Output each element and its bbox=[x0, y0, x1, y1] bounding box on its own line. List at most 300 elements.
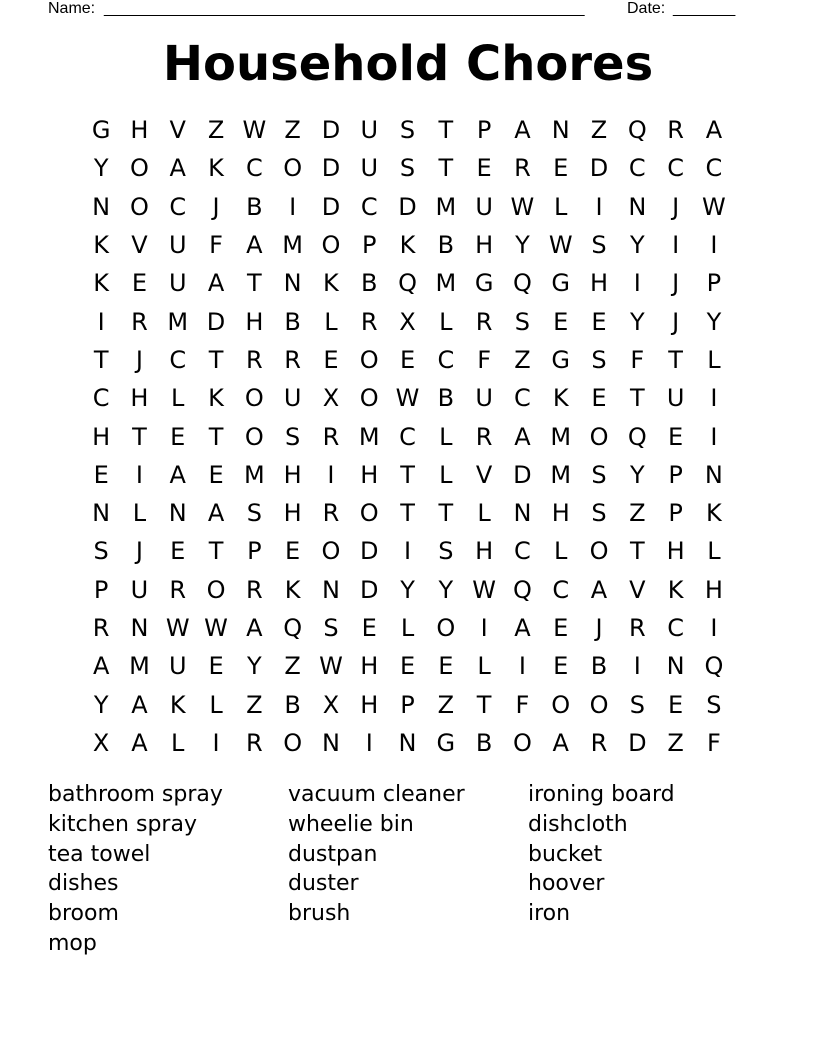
grid-cell: B bbox=[360, 269, 378, 298]
grid-cell: L bbox=[171, 384, 185, 413]
grid-cell: D bbox=[628, 728, 647, 757]
grid-cell: H bbox=[283, 499, 302, 528]
grid-cell: K bbox=[169, 690, 186, 719]
grid-cell: O bbox=[283, 728, 303, 757]
grid-cell: O bbox=[244, 384, 264, 413]
grid-cell: T bbox=[629, 384, 645, 413]
grid-cell: T bbox=[438, 499, 454, 528]
grid-cell: V bbox=[475, 460, 493, 489]
grid-cell: L bbox=[324, 307, 338, 336]
grid-cell: N bbox=[168, 499, 187, 528]
grid-cell: I bbox=[403, 537, 412, 566]
grid-cell: J bbox=[595, 614, 603, 642]
grid-cell: S bbox=[438, 537, 454, 566]
grid-cell: P bbox=[476, 116, 492, 145]
grid-cell: M bbox=[243, 460, 265, 489]
grid-cell: M bbox=[167, 307, 189, 336]
grid-cell: P bbox=[668, 460, 683, 489]
grid-cell: O bbox=[589, 537, 609, 566]
grid-cell: I bbox=[135, 460, 143, 489]
grid-cell: K bbox=[552, 384, 569, 413]
grid-cell: D bbox=[513, 460, 532, 489]
grid-cell: B bbox=[284, 307, 301, 336]
grid-cell: U bbox=[283, 384, 302, 413]
grid-cell: J bbox=[135, 537, 143, 566]
grid-cell: L bbox=[132, 499, 147, 528]
grid-cell: U bbox=[360, 154, 379, 183]
grid-cell: A bbox=[207, 269, 225, 298]
grid-cell: R bbox=[322, 499, 340, 528]
grid-cell: E bbox=[170, 537, 186, 566]
grid-cell: B bbox=[437, 231, 455, 260]
grid-cell: Y bbox=[438, 575, 454, 604]
grid-row bbox=[82, 188, 733, 226]
grid-cell: Z bbox=[629, 499, 646, 528]
word-item: bathroom spray bbox=[48, 782, 223, 807]
grid-cell: J bbox=[135, 345, 143, 374]
word-item: bucket bbox=[528, 841, 603, 867]
grid-cell: N bbox=[666, 652, 685, 681]
grid-cell: S bbox=[514, 307, 531, 336]
grid-cell: M bbox=[358, 422, 380, 451]
grid-cell: N bbox=[283, 269, 302, 298]
grid-cell: N bbox=[321, 728, 340, 757]
grid-cell: S bbox=[323, 614, 339, 642]
grid-cell: O bbox=[359, 384, 379, 413]
grid-cell: E bbox=[399, 652, 416, 681]
grid-cell: N bbox=[628, 192, 647, 221]
grid-cell: F bbox=[706, 728, 721, 757]
grid-cell: A bbox=[92, 652, 110, 681]
grid-row bbox=[82, 494, 733, 532]
grid-cell: L bbox=[707, 345, 721, 374]
grid-cell: E bbox=[553, 154, 569, 183]
grid-cell: N bbox=[130, 614, 149, 642]
grid-cell: L bbox=[554, 192, 568, 221]
grid-cell: A bbox=[131, 728, 148, 757]
grid-cell: I bbox=[710, 384, 718, 413]
grid-cell: U bbox=[666, 384, 685, 413]
grid-cell: E bbox=[399, 345, 416, 374]
grid-cell: K bbox=[323, 269, 339, 298]
grid-cell: S bbox=[629, 690, 645, 719]
grid-cell: T bbox=[438, 154, 454, 183]
grid-cell: B bbox=[246, 192, 263, 221]
grid-row bbox=[82, 724, 733, 762]
grid-cell: N bbox=[321, 575, 340, 604]
grid-cell: A bbox=[590, 575, 608, 604]
grid-cell: G bbox=[551, 345, 571, 374]
grid-cell: N bbox=[704, 460, 723, 489]
grid-cell: U bbox=[130, 575, 149, 604]
grid-cell: E bbox=[591, 384, 607, 413]
grid-cell: I bbox=[672, 231, 680, 260]
grid-cell: G bbox=[436, 728, 456, 757]
grid-cell: L bbox=[554, 537, 568, 566]
grid-cell: T bbox=[400, 499, 415, 528]
grid-cell: R bbox=[322, 422, 340, 451]
grid-cell: B bbox=[590, 652, 608, 681]
grid-cell: Z bbox=[207, 116, 225, 145]
grid-cell: E bbox=[553, 614, 569, 642]
grid-cell: V bbox=[169, 116, 186, 145]
grid-cell: R bbox=[590, 728, 608, 757]
grid-cell: S bbox=[93, 537, 109, 566]
grid-cell: O bbox=[321, 537, 341, 566]
grid-cell: G bbox=[91, 116, 111, 145]
grid-cell: E bbox=[323, 345, 339, 374]
grid-cell: H bbox=[360, 460, 379, 489]
grid-cell: G bbox=[551, 269, 571, 298]
grid-cell: J bbox=[212, 192, 220, 221]
grid-cell: H bbox=[130, 116, 149, 145]
word-item: hoover bbox=[528, 871, 605, 897]
word-item: duster bbox=[288, 871, 359, 897]
grid-cell: E bbox=[668, 422, 684, 451]
word-item: kitchen spray bbox=[48, 811, 197, 837]
grid-cell: O bbox=[359, 499, 379, 528]
grid-cell: R bbox=[131, 307, 148, 336]
grid-cell: W bbox=[319, 652, 343, 681]
grid-cell: C bbox=[552, 575, 570, 604]
grid-cell: A bbox=[131, 690, 148, 719]
word-item: iron bbox=[528, 901, 571, 927]
grid-cell: O bbox=[359, 345, 379, 374]
grid-cell: L bbox=[400, 614, 415, 642]
grid-cell: M bbox=[435, 269, 457, 298]
grid-cell: I bbox=[595, 192, 603, 221]
grid-cell: A bbox=[246, 231, 263, 260]
grid-cell: E bbox=[361, 614, 377, 642]
grid-cell: F bbox=[515, 690, 530, 719]
grid-cell: C bbox=[399, 422, 416, 451]
grid-row bbox=[82, 149, 733, 187]
grid-cell: R bbox=[92, 614, 110, 642]
grid-cell: R bbox=[628, 614, 646, 642]
grid-cell: C bbox=[705, 154, 723, 183]
grid-cell: E bbox=[170, 422, 186, 451]
grid-cell: D bbox=[359, 537, 379, 566]
grid-cell: H bbox=[589, 269, 609, 298]
grid-cell: H bbox=[92, 422, 111, 451]
grid-cell: E bbox=[208, 652, 224, 681]
grid-cell: O bbox=[130, 192, 149, 221]
grid-cell: E bbox=[553, 652, 569, 681]
grid-cell: B bbox=[284, 690, 301, 719]
name-field: ______________________________________________________ bbox=[104, 0, 585, 17]
grid-cell: A bbox=[514, 614, 531, 642]
grid-cell: Z bbox=[667, 728, 684, 757]
grid-cell: O bbox=[436, 614, 456, 642]
grid-cell: O bbox=[130, 154, 149, 183]
grid-cell: E bbox=[285, 537, 301, 566]
grid-cell: O bbox=[206, 575, 226, 604]
grid-cell: D bbox=[321, 154, 341, 183]
grid-cell: L bbox=[171, 728, 185, 757]
grid-cell: I bbox=[289, 192, 297, 221]
grid-cell: D bbox=[589, 154, 609, 183]
grid-cell: V bbox=[131, 231, 148, 260]
grid-cell: K bbox=[399, 231, 416, 260]
grid-cell: Q bbox=[627, 116, 647, 145]
grid-cell: A bbox=[514, 116, 531, 145]
grid-cell: W bbox=[548, 231, 573, 260]
grid-cell: R bbox=[514, 154, 531, 183]
grid-cell: S bbox=[399, 154, 416, 183]
grid-cell: Z bbox=[284, 116, 301, 145]
grid-cell: I bbox=[633, 269, 641, 298]
grid-cell: H bbox=[475, 231, 494, 260]
grid-row bbox=[82, 532, 733, 570]
grid-cell: L bbox=[707, 537, 721, 566]
grid-cell: W bbox=[204, 614, 228, 642]
grid-cell: T bbox=[208, 537, 224, 566]
grid-cell: A bbox=[514, 422, 531, 451]
grid-cell: A bbox=[207, 499, 225, 528]
grid-row bbox=[82, 302, 733, 340]
grid-cell: T bbox=[208, 422, 224, 451]
grid-cell: U bbox=[168, 231, 187, 260]
grid-cell: Y bbox=[629, 307, 645, 336]
grid-cell: E bbox=[438, 652, 454, 681]
grid-cell: F bbox=[630, 345, 645, 374]
grid-cell: N bbox=[92, 499, 111, 528]
grid-cell: S bbox=[285, 422, 301, 451]
grid-cell: S bbox=[246, 499, 262, 528]
grid-cell: Z bbox=[284, 652, 301, 681]
grid-cell: Q bbox=[398, 269, 417, 298]
grid-cell: M bbox=[435, 192, 457, 221]
grid-cell: W bbox=[702, 192, 726, 221]
name-label: Name: bbox=[48, 0, 96, 17]
grid-cell: C bbox=[667, 154, 684, 183]
word-item: dishes bbox=[48, 871, 119, 897]
grid-cell: K bbox=[667, 575, 684, 604]
grid-cell: W bbox=[165, 614, 190, 642]
grid-cell: C bbox=[514, 384, 531, 413]
grid-cell: S bbox=[399, 116, 416, 145]
grid-cell: I bbox=[97, 307, 105, 336]
word-item: brush bbox=[288, 901, 351, 927]
grid-row bbox=[82, 379, 733, 417]
grid-cell: F bbox=[477, 345, 492, 374]
grid-cell: D bbox=[359, 575, 379, 604]
grid-cell: X bbox=[92, 728, 110, 757]
grid-cell: L bbox=[477, 499, 491, 528]
grid-row bbox=[82, 647, 733, 685]
grid-cell: S bbox=[591, 345, 607, 374]
grid-cell: I bbox=[365, 728, 373, 757]
grid-cell: N bbox=[551, 116, 570, 145]
grid-cell: Y bbox=[629, 460, 645, 489]
grid-cell: A bbox=[705, 116, 723, 145]
grid-cell: Z bbox=[246, 690, 263, 719]
grid-cell: M bbox=[129, 652, 150, 681]
grid-cell: T bbox=[93, 345, 109, 374]
word-item: wheelie bin bbox=[288, 811, 414, 837]
grid-row bbox=[82, 456, 733, 494]
grid-cell: H bbox=[666, 537, 685, 566]
grid-cell: G bbox=[474, 269, 494, 298]
grid-cell: P bbox=[93, 575, 109, 604]
grid-cell: Z bbox=[514, 345, 531, 374]
word-column-3 bbox=[528, 780, 768, 929]
grid-cell: H bbox=[130, 384, 149, 413]
grid-cell: Y bbox=[706, 307, 722, 336]
grid-cell: A bbox=[169, 154, 186, 183]
grid-cell: Q bbox=[283, 614, 303, 642]
grid-cell: T bbox=[438, 116, 454, 145]
grid-cell: E bbox=[208, 460, 224, 489]
grid-cell: U bbox=[475, 384, 493, 413]
grid-cell: O bbox=[283, 154, 303, 183]
grid-cell: O bbox=[321, 231, 341, 260]
grid-cell: A bbox=[552, 728, 569, 757]
grid-cell: W bbox=[242, 116, 267, 145]
grid-cell: C bbox=[667, 614, 684, 642]
grid-cell: Y bbox=[247, 652, 262, 681]
grid-cell: W bbox=[472, 575, 496, 604]
grid-cell: S bbox=[591, 499, 607, 528]
grid-cell: E bbox=[131, 269, 148, 298]
grid-row bbox=[82, 571, 733, 609]
grid-cell: S bbox=[591, 231, 607, 260]
grid-cell: F bbox=[209, 231, 223, 260]
grid-cell: E bbox=[591, 307, 607, 336]
grid-cell: Y bbox=[400, 575, 415, 604]
grid-cell: Y bbox=[629, 231, 645, 260]
grid-cell: O bbox=[512, 728, 532, 757]
grid-cell: C bbox=[437, 345, 455, 374]
grid-row bbox=[82, 264, 733, 302]
grid-cell: W bbox=[395, 384, 420, 413]
date-label: Date: bbox=[627, 0, 666, 17]
grid-cell: B bbox=[437, 384, 455, 413]
grid-cell: N bbox=[513, 499, 532, 528]
grid-cell: M bbox=[282, 231, 303, 260]
grid-cell: P bbox=[706, 269, 722, 298]
grid-cell: C bbox=[92, 384, 110, 413]
grid-cell: P bbox=[668, 499, 683, 528]
grid-cell: T bbox=[629, 537, 645, 566]
grid-cell: B bbox=[475, 728, 493, 757]
grid-cell: X bbox=[322, 384, 340, 413]
grid-cell: I bbox=[212, 728, 220, 757]
grid-cell: Q bbox=[704, 652, 724, 681]
grid-cell: S bbox=[706, 690, 722, 719]
grid-cell: T bbox=[668, 345, 683, 374]
grid-cell: U bbox=[168, 269, 187, 298]
grid-row bbox=[82, 111, 733, 149]
grid-cell: T bbox=[132, 422, 147, 451]
grid-cell: U bbox=[475, 192, 493, 221]
grid-cell: Y bbox=[93, 154, 109, 183]
grid-cell: V bbox=[629, 575, 646, 604]
grid-cell: I bbox=[633, 652, 641, 681]
grid-cell: C bbox=[360, 192, 378, 221]
grid-cell: Z bbox=[437, 690, 455, 719]
grid-cell: D bbox=[321, 116, 341, 145]
grid-cell: H bbox=[551, 499, 570, 528]
grid-row bbox=[82, 685, 733, 723]
grid-cell: R bbox=[284, 345, 301, 374]
grid-cell: A bbox=[169, 460, 186, 489]
grid-cell: R bbox=[245, 728, 263, 757]
grid-cell: P bbox=[361, 231, 377, 260]
grid-cell: P bbox=[400, 690, 415, 719]
grid-cell: I bbox=[518, 652, 526, 681]
grid-cell: C bbox=[169, 192, 187, 221]
grid-cell: T bbox=[247, 269, 262, 298]
grid-cell: O bbox=[244, 422, 264, 451]
grid-cell: O bbox=[589, 690, 609, 719]
grid-cell: H bbox=[704, 575, 723, 604]
grid-cell: Y bbox=[515, 231, 530, 260]
grid-cell: L bbox=[477, 652, 491, 681]
grid-cell: U bbox=[168, 652, 187, 681]
grid-row bbox=[82, 609, 733, 647]
grid-cell: M bbox=[550, 460, 572, 489]
grid-cell: J bbox=[672, 307, 680, 336]
grid-cell: T bbox=[208, 345, 224, 374]
grid-cell: D bbox=[206, 307, 226, 336]
grid-cell: H bbox=[360, 652, 379, 681]
word-item: ironing board bbox=[528, 782, 675, 807]
date-field: _______ bbox=[673, 0, 736, 17]
grid-cell: O bbox=[551, 690, 571, 719]
grid-cell: T bbox=[476, 690, 492, 719]
grid-row bbox=[82, 226, 733, 264]
grid-cell: R bbox=[245, 345, 263, 374]
grid-cell: I bbox=[710, 231, 718, 260]
grid-cell: S bbox=[591, 460, 607, 489]
grid-cell: K bbox=[284, 575, 301, 604]
grid-cell: R bbox=[475, 422, 493, 451]
grid-cell: R bbox=[667, 116, 684, 145]
word-item: mop bbox=[48, 930, 97, 956]
grid-cell: M bbox=[550, 422, 572, 451]
word-item: vacuum cleaner bbox=[288, 782, 465, 807]
word-column-1 bbox=[48, 780, 288, 959]
grid-cell: Z bbox=[590, 116, 608, 145]
grid-cell: L bbox=[439, 307, 453, 336]
grid-cell: A bbox=[246, 614, 263, 642]
grid-cell: E bbox=[476, 154, 492, 183]
grid-cell: D bbox=[398, 192, 417, 221]
grid-cell: R bbox=[475, 307, 493, 336]
grid-cell: K bbox=[706, 499, 722, 528]
grid-cell: I bbox=[480, 614, 488, 642]
word-item: broom bbox=[48, 901, 119, 927]
grid-cell: H bbox=[245, 307, 264, 336]
grid-cell: K bbox=[93, 231, 110, 260]
grid-cell: I bbox=[710, 422, 718, 451]
grid-cell: P bbox=[247, 537, 262, 566]
grid-cell: J bbox=[672, 192, 680, 221]
grid-cell: N bbox=[398, 728, 417, 757]
word-item: dishcloth bbox=[528, 811, 628, 837]
grid-cell: R bbox=[360, 307, 378, 336]
grid-cell: T bbox=[400, 460, 415, 489]
grid-cell: N bbox=[92, 192, 111, 221]
grid-cell: E bbox=[553, 307, 569, 336]
grid-cell: C bbox=[169, 345, 187, 374]
grid-cell: Q bbox=[512, 269, 532, 298]
grid-cell: H bbox=[360, 690, 379, 719]
grid-cell: K bbox=[208, 384, 224, 413]
grid-cell: X bbox=[399, 307, 416, 336]
grid-row bbox=[82, 341, 733, 379]
